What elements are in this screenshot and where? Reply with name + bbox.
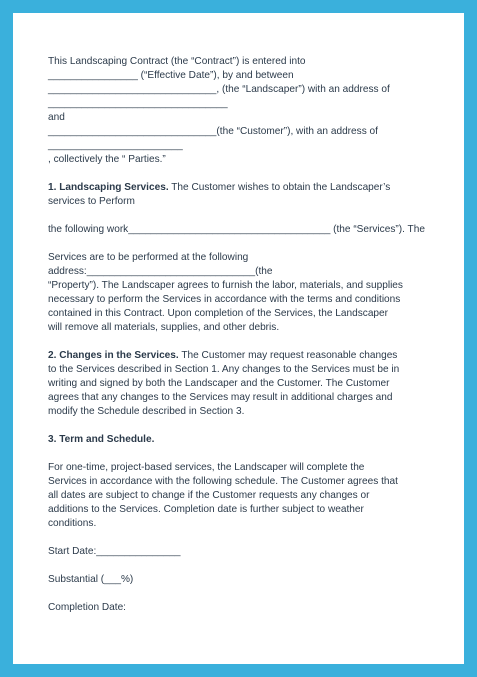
section-2-text: The Customer may request reasonable changes (178, 350, 398, 361)
section-1-line: will remove all materials, supplies, and other debris. (48, 322, 280, 333)
section-3-line: Services in accordance with the following schedule. The Customer agrees that (48, 476, 398, 487)
section-3-heading-line (48, 433, 440, 447)
document-page (13, 13, 464, 664)
section-1-text: The Customer wishes to obtain the Landscaper’s (168, 182, 391, 193)
completion-date-field: Completion Date: (48, 602, 126, 613)
section-1-line: contained in this Contract. Upon completion of the Services, the Landscaper (48, 308, 389, 319)
section-3-line: conditions. (48, 518, 97, 529)
section-2-line: to the Services described in Section 1. Any changes to the Services must be in (48, 364, 400, 375)
substantial-field: Substantial (___%) (48, 574, 134, 585)
section-1-first-line (48, 181, 440, 195)
contract-text (48, 55, 440, 615)
intro-line: and (48, 112, 65, 123)
section-3-line: all dates are subject to change if the Customer requests any changes or (48, 490, 370, 501)
section-2-first-line (48, 349, 440, 363)
section-1-line: the following work____________________________________ (the “Services”). The (48, 224, 425, 235)
intro-line: ______________________________, (the “Landscaper”) with an address of (48, 84, 390, 95)
section-3-line: For one-time, project-based services, the Landscaper will complete the (48, 462, 365, 473)
intro-line: ________________ (“Effective Date”), by and between (48, 70, 294, 81)
section-1-line: “Property”). The Landscaper agrees to furnish the labor, materials, and supplies (48, 280, 403, 291)
intro-line: ________________________ (48, 140, 183, 151)
section-2-line: agrees that any changes to the Services may result in additional charges and (48, 392, 393, 403)
section-1-heading: 1. Landscaping Services. (48, 182, 169, 193)
start-date-field: Start Date:_______________ (48, 546, 181, 557)
section-2-heading: 2. Changes in the Services. (48, 350, 179, 361)
intro-line: ______________________________(the “Customer”), with an address of (48, 126, 378, 137)
section-1-line: necessary to perform the Services in accordance with the terms and conditions (48, 294, 401, 305)
section-1-line: address:______________________________(the (48, 266, 273, 277)
section-3-line: additions to the Services. Completion date is further subject to weather (48, 504, 364, 515)
section-3-heading: 3. Term and Schedule. (48, 434, 155, 445)
intro-line: This Landscaping Contract (the “Contract”) is entered into (48, 56, 306, 67)
section-2-line: writing and signed by both the Landscaper and the Customer. The Customer (48, 378, 390, 389)
intro-line: ________________________________ (48, 98, 228, 109)
intro-line: , collectively the “ Parties.” (48, 154, 166, 165)
section-1-line: Services are to be performed at the following (48, 252, 249, 263)
section-1-line: services to Perform (48, 196, 135, 207)
section-2-line: modify the Schedule described in Section 3. (48, 406, 245, 417)
